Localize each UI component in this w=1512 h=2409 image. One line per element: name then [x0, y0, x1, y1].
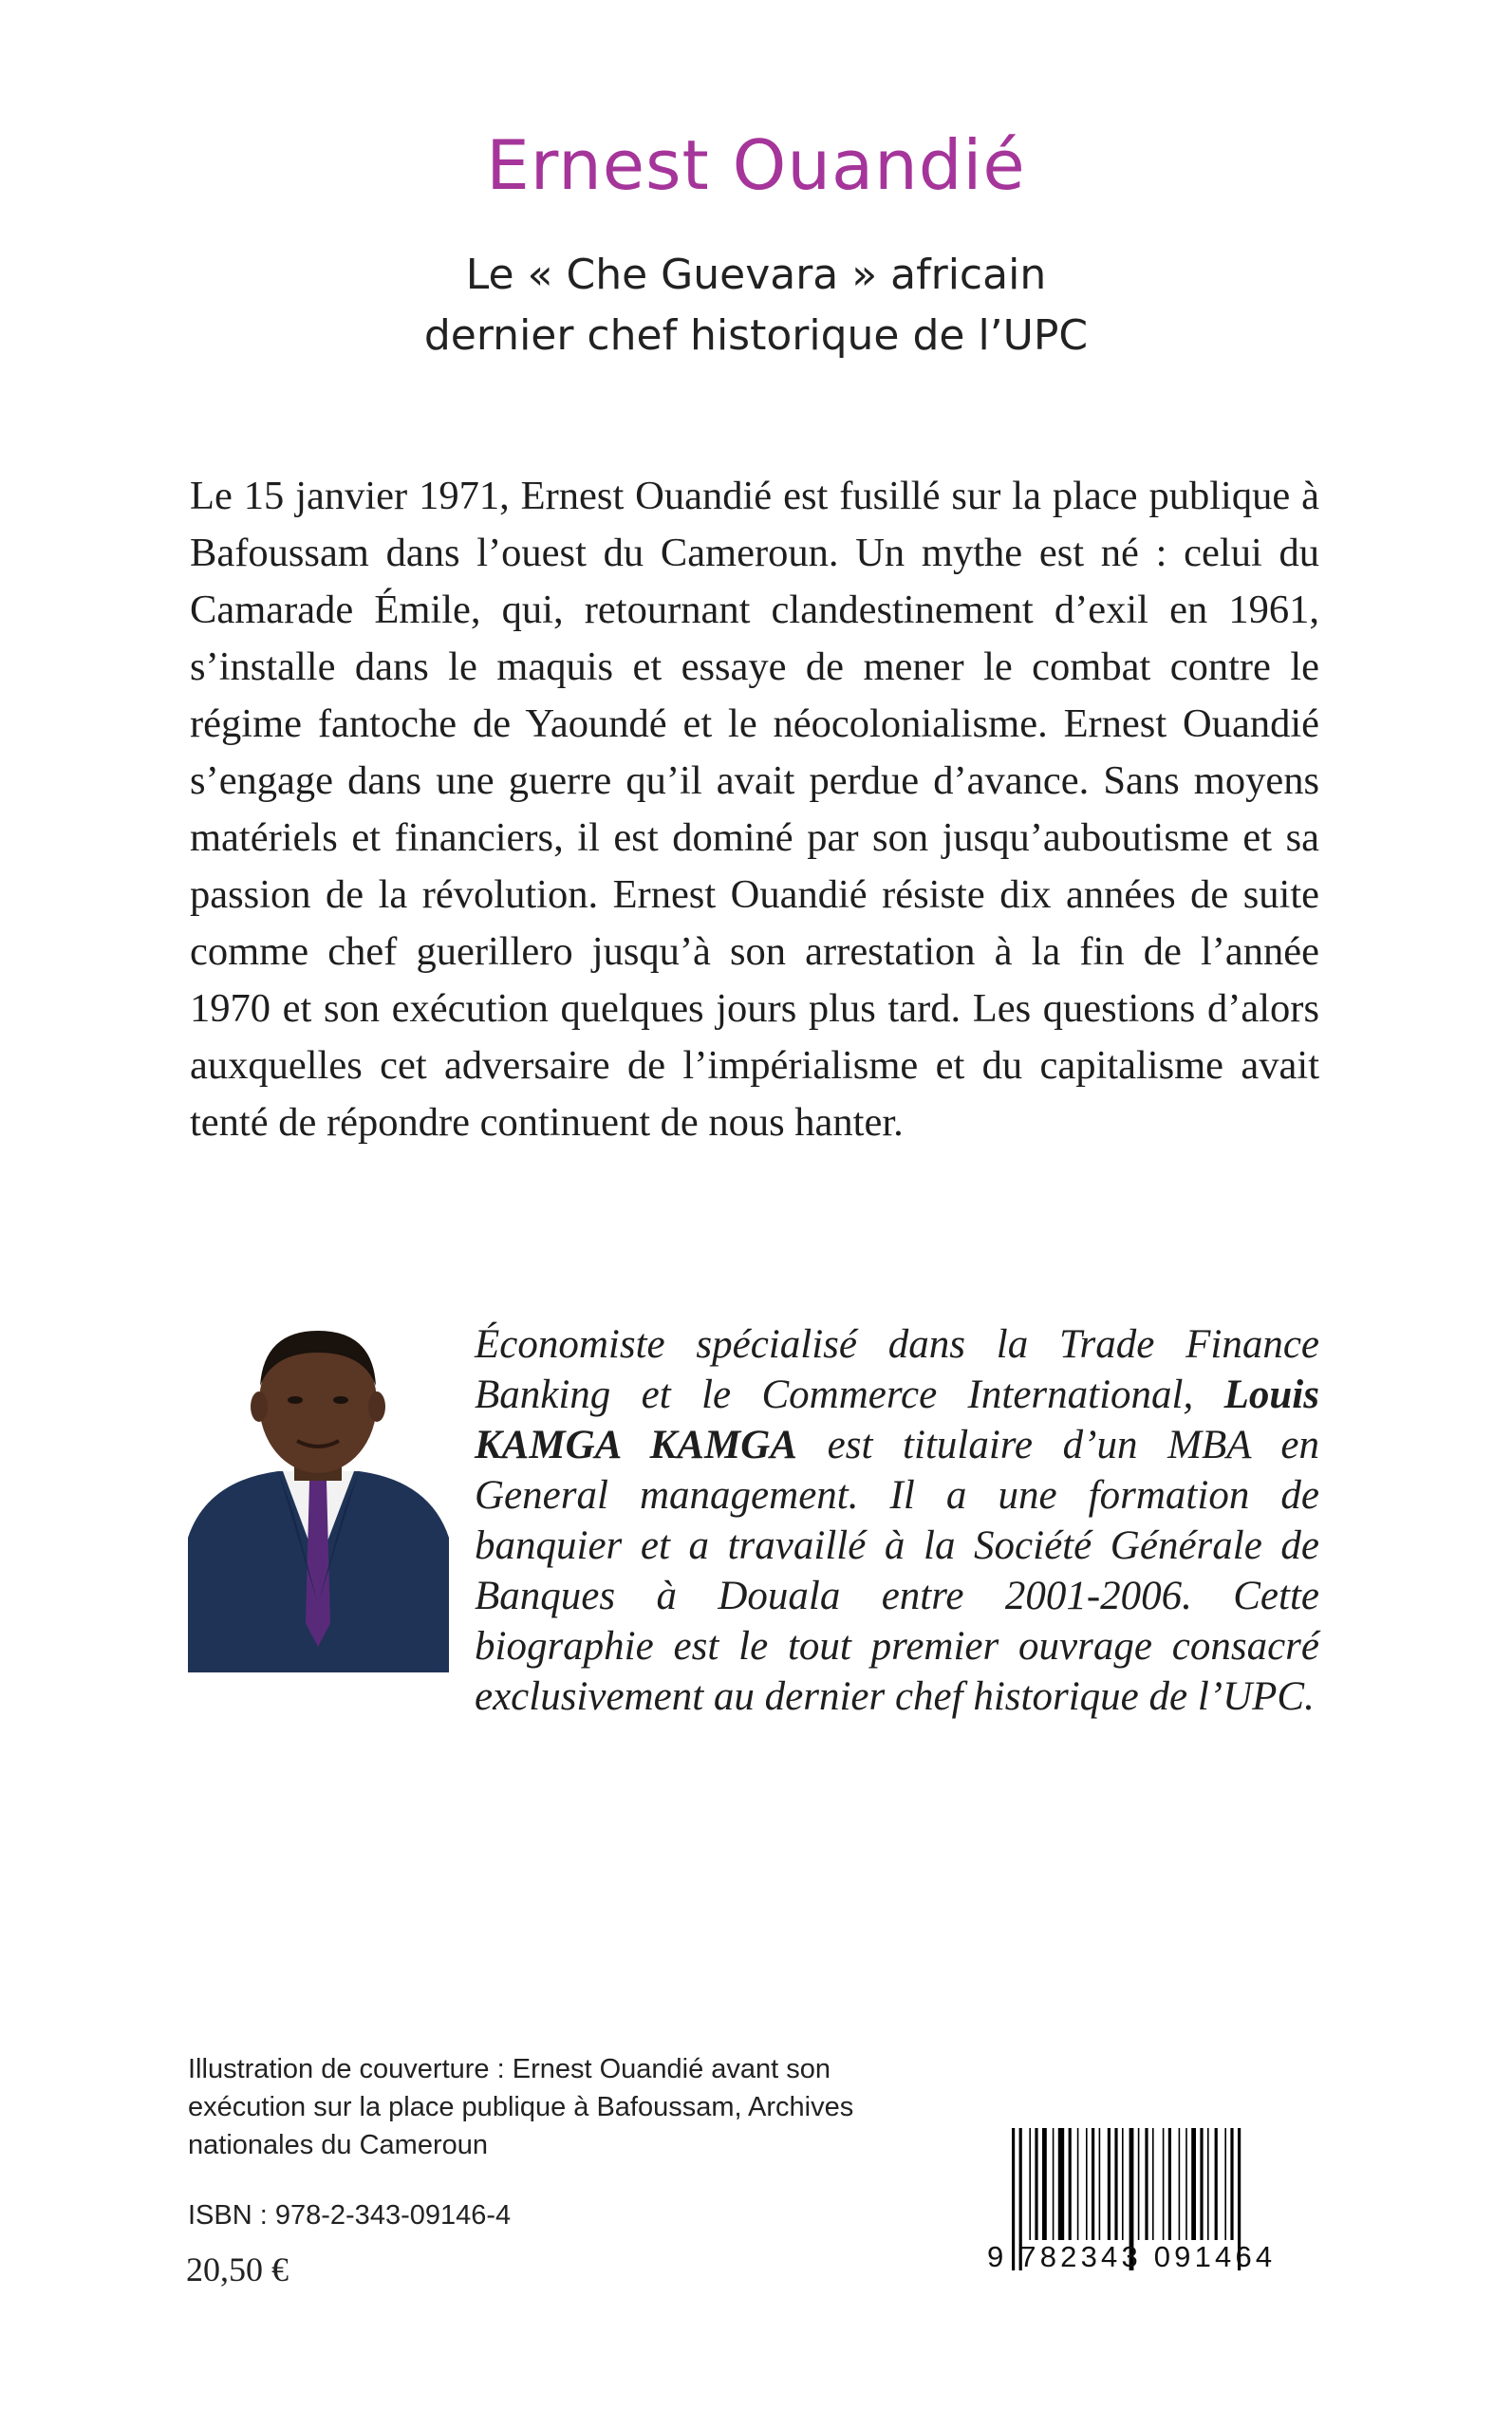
- author-bio: [475, 1319, 1319, 1722]
- book-subtitle: [0, 245, 1512, 366]
- author-photo: [188, 1319, 449, 1672]
- book-title: Ernest Ouandié: [486, 125, 1026, 205]
- isbn: ISBN : 978-2-343-09146-4: [188, 2200, 512, 2231]
- bio-text-after: est titulaire d’un MBA en General management. Il a une formation de banquier et a travaillé à la Société Générale de Banques à Douala entre 2001-2006. Cette biographie est le tout premier ouvrage consacré exclusivement au dernier chef historique de l’UPC.: [475, 1423, 1319, 1719]
- author-name: Louis KAMGA KAMGA: [475, 1373, 1319, 1467]
- bio-text-before: Économiste spécialisé dans la Trade Finance Banking et le Commerce International,: [475, 1322, 1319, 1417]
- cover-credit: Illustration de couverture : Ernest Ouandié avant son exécution sur la place publique à Bafoussam, Archives nationales du Cameroun: [188, 2054, 854, 2160]
- book-summary: Le 15 janvier 1971, Ernest Ouandié est fusillé sur la place publique à Bafoussam dans l’ouest du Cameroun. Un mythe est né : celui du Camarade Émile, qui, retournant clandestinement d’exil en 1961, s’installe dans le maquis et essaye de mener le combat contre le régime fantoche de Yaoundé et le néocolonialisme. Ernest Ouandié s’engage dans une guerre qu’il avait perdue d’avance. Sans moyens matériels et financiers, il est dominé par son jusqu’auboutisme et sa passion de la révolution. Ernest Ouandié résiste dix années de suite comme chef guerillero jusqu’à son arrestation à la fin de l’année 1970 et son exécution quelques jours plus tard. Les questions d’alors auxquelles cet adversaire de l’impérialisme et du capitalisme avait tenté de répondre continuent de nous hanter.: [190, 474, 1319, 1145]
- author-portrait-image: [188, 1319, 449, 1672]
- price: 20,50 €: [186, 2250, 289, 2288]
- subtitle-line-1: Le « Che Guevara » africain: [465, 251, 1047, 299]
- barcode-digits: 9 782343 091464: [987, 2240, 1277, 2273]
- subtitle-line-2: dernier chef historique de l’UPC: [423, 311, 1089, 360]
